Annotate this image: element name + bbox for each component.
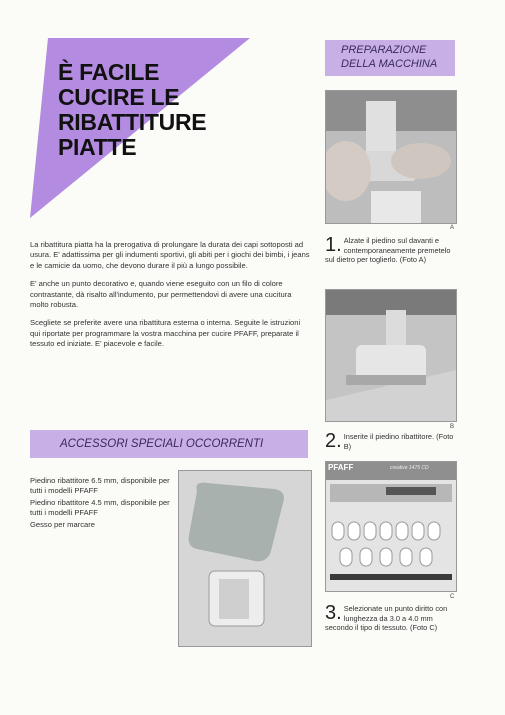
title-line: È FACILE [58, 59, 160, 85]
machine-panel-image [326, 462, 456, 591]
step-3 [325, 604, 460, 633]
step-text: Inserite il piedino ribattitore. (Foto B) [343, 432, 454, 451]
accessories-photo [178, 470, 312, 647]
accessories-list [30, 476, 170, 533]
step-number: 2. [325, 430, 342, 452]
prep-heading [325, 40, 455, 76]
photo-c [325, 461, 457, 592]
prep-heading-line: PREPARAZIONE [341, 44, 427, 56]
step-text: Selezionate un punto diritto con lunghezza da 3.0 a 4.0 mm secondo il tipo di tessuto. (Foto C) [325, 604, 448, 633]
prep-heading-line: DELLA MACCHINA [341, 58, 438, 70]
step-1 [325, 236, 460, 265]
accessories-heading: ACCESSORI SPECIALI OCCORRENTI [30, 430, 308, 458]
step-number: 1. [325, 234, 342, 256]
photo-a-label: A [450, 225, 455, 231]
intro-text [30, 240, 310, 358]
step-text: Alzate il piedino sul davanti e contemporaneamente premetelo sul dietro per toglierlo. (Foto A) [325, 236, 451, 265]
photo-b [325, 289, 457, 422]
machine-model: creative 1475 CD [390, 465, 429, 471]
title-line: RIBATTITURE [58, 109, 207, 135]
presser-foot-removal-image [326, 91, 456, 223]
presser-foot-insert-image [326, 290, 456, 421]
photo-a [325, 90, 457, 224]
photo-b-label: B [450, 424, 455, 430]
step-number: 3. [325, 602, 342, 624]
intro-paragraph: Scegliete se preferite avere una ribattitura esterna o interna. Seguite le istruzioni qui riportate per programmare la vostra macchina per cucire PFAFF, preparate il tessuto ed iniziate. E' piacevole e facile. [30, 318, 301, 349]
chalk-and-foot-image [179, 471, 311, 646]
photo-c-label: C [450, 594, 455, 600]
accessory-item: Gesso per marcare [30, 520, 95, 530]
title-line: CUCIRE LE [58, 84, 180, 110]
step-2 [325, 432, 460, 451]
intro-paragraph: E' anche un punto decorativo e, quando viene eseguito con un filo di colore contrastante, dà risalto all'indumento, pur permettendovi di avere una cucitura molto robusta. [30, 279, 292, 310]
title-line: PIATTE [58, 134, 137, 160]
intro-paragraph: La ribattitura piatta ha la prerogativa di prolungare la durata dei capi sottoposti ad usura. E' adattissima per gli indumenti sportivi, gli abiti per i giochi dei bimbi, i jeans e le camicie da uomo, che devono durare il più a lungo possibile. [30, 240, 310, 270]
page-title [58, 60, 258, 160]
accessory-item: Piedino ribattitore 6.5 mm, disponibile per tutti i modelli PFAFF [30, 476, 170, 495]
accessory-item: Piedino ribattitore 4.5 mm, disponibile per tutti i modelli PFAFF [30, 498, 170, 517]
machine-brand: PFAFF [328, 463, 354, 472]
